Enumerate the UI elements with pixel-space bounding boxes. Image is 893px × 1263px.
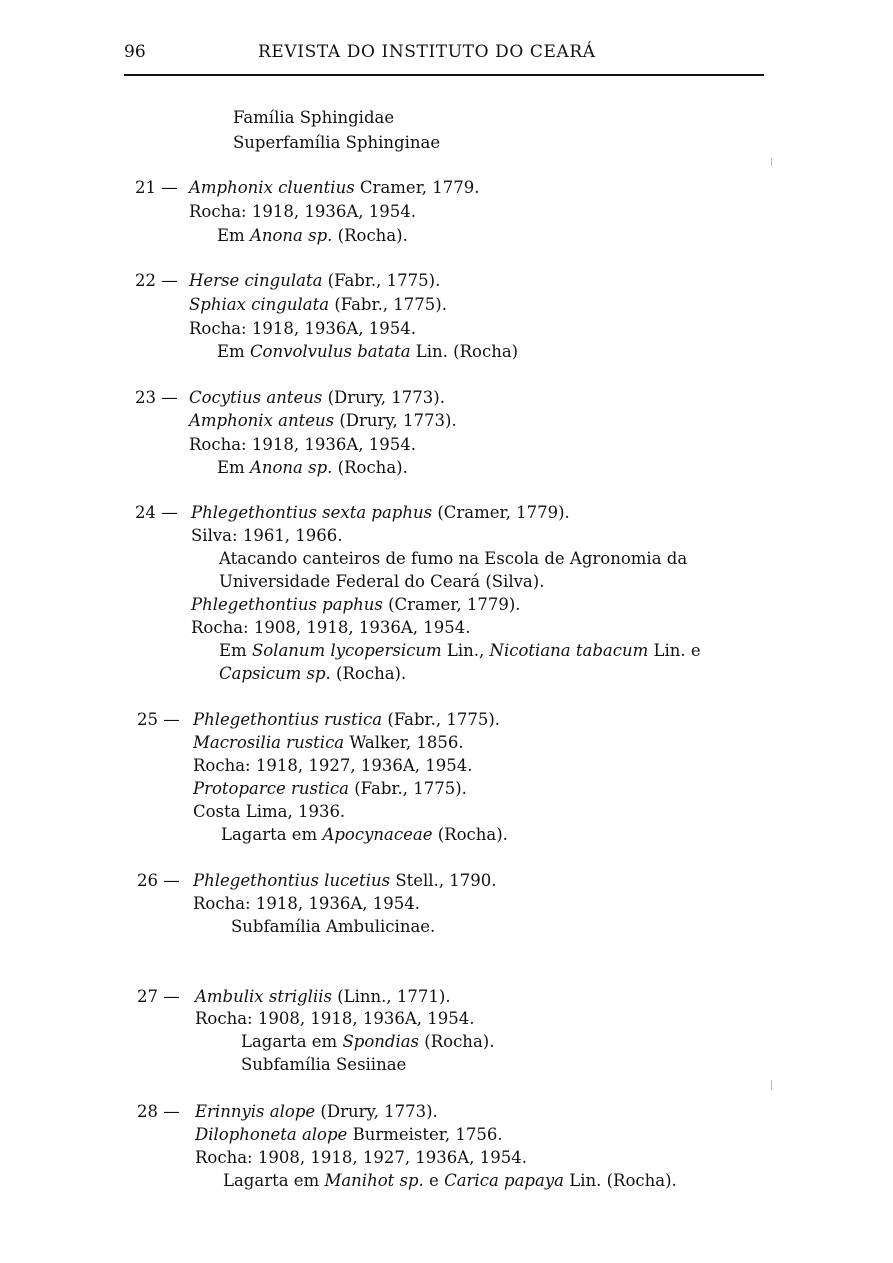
host-name: Solanum lycopersicum [251, 641, 442, 660]
entry-line: Rocha: 1908, 1918, 1927, 1936A, 1954. [195, 1148, 527, 1167]
entry-number: 23 — [135, 388, 178, 407]
species-name: Phlegethontius paphus [191, 595, 383, 614]
entry-line: Universidade Federal do Ceará (Silva). [219, 572, 545, 591]
host-name: Capsicum sp. [219, 664, 331, 683]
entry-line: Costa Lima, 1936. [193, 802, 346, 821]
host-name: Nicotiana tabacum [489, 641, 649, 660]
entry-line: Silva: 1961, 1966. [191, 526, 343, 545]
family-title: Família Sphingidae [233, 108, 395, 127]
entry-line: Erinnyis alope (Drury, 1773). [195, 1102, 438, 1121]
entry-line: Phlegethontius rustica (Fabr., 1775). [193, 710, 501, 729]
entry-line: Em Convolvulus batata Lin. (Rocha) [217, 342, 519, 361]
species-name: Sphiax cingulata [189, 295, 330, 314]
species-name: Ambulix strigliis [195, 987, 332, 1006]
species-name: Herse cingulata [189, 271, 323, 290]
host-name: Manihot sp. [324, 1171, 424, 1190]
subfamily-heading: Subfamília Ambulicinae. [231, 917, 436, 936]
host-name: Convolvulus batata [249, 342, 411, 361]
entry-line: Amphonix cluentius Cramer, 1779. [189, 178, 480, 197]
species-name: Amphonix cluentius [189, 178, 355, 197]
entry-line: Atacando canteiros de fumo na Escola de Agronomia da [219, 549, 688, 568]
entry-line: Rocha: 1908, 1918, 1936A, 1954. [191, 618, 471, 637]
species-name: Phlegethontius sexta paphus [191, 503, 433, 522]
subfamily-heading: Subfamília Sesiinae [241, 1055, 407, 1074]
entry-line: Rocha: 1918, 1936A, 1954. [189, 319, 416, 338]
species-name: Erinnyis alope [195, 1102, 316, 1121]
species-name: Phlegethontius rustica [193, 710, 383, 729]
species-name: Dilophoneta alope [195, 1125, 348, 1144]
host-name: Anona sp. [249, 458, 333, 477]
running-title: REVISTA DO INSTITUTO DO CEARÁ [258, 42, 596, 62]
entry-line: Amphonix anteus (Drury, 1773). [189, 411, 457, 430]
superfamily-title: Superfamília Sphinginae [233, 133, 441, 152]
entry-line: Sphiax cingulata (Fabr., 1775). [189, 295, 447, 314]
entry-line: Rocha: 1918, 1927, 1936A, 1954. [193, 756, 473, 775]
entry-line: Cocytius anteus (Drury, 1773). [189, 388, 445, 407]
entry-line: Em Anona sp. (Rocha). [217, 226, 408, 245]
host-name: Spondias [342, 1032, 420, 1051]
entry-line: Rocha: 1918, 1936A, 1954. [189, 435, 416, 454]
entry-line: Rocha: 1918, 1936A, 1954. [189, 202, 416, 221]
entry-number: 28 — [137, 1102, 180, 1121]
entry-line: Phlegethontius lucetius Stell., 1790. [193, 871, 497, 890]
entry-number: 24 — [135, 503, 178, 522]
species-name: Phlegethontius lucetius [193, 871, 391, 890]
entry-line: Dilophoneta alope Burmeister, 1756. [195, 1125, 503, 1144]
entry-line: Phlegethontius sexta paphus (Cramer, 1779). [191, 503, 570, 522]
entry-line: Capsicum sp. (Rocha). [219, 664, 407, 683]
entry-line: Lagarta em Apocynaceae (Rocha). [221, 825, 508, 844]
host-name: Apocynaceae [322, 825, 433, 844]
host-name: Anona sp. [249, 226, 333, 245]
entry-number: 25 — [137, 710, 180, 729]
entry-line: Phlegethontius paphus (Cramer, 1779). [191, 595, 521, 614]
entry-line: Protoparce rustica (Fabr., 1775). [193, 779, 467, 798]
entry-line: Lagarta em Spondias (Rocha). [241, 1032, 495, 1051]
entry-line: Lagarta em Manihot sp. e Carica papaya Lin. (Rocha). [223, 1171, 677, 1190]
entry-number: 21 — [135, 178, 178, 197]
header-rule [124, 74, 764, 76]
page-number: 96 [124, 42, 146, 62]
entry-line: Ambulix strigliis (Linn., 1771). [195, 987, 451, 1006]
species-name: Macrosilia rustica [193, 733, 345, 752]
species-name: Amphonix anteus [189, 411, 335, 430]
entry-line: Rocha: 1908, 1918, 1936A, 1954. [195, 1009, 475, 1028]
scan-speck [771, 1080, 772, 1090]
entry-number: 26 — [137, 871, 180, 890]
species-name: Protoparce rustica [193, 779, 349, 798]
species-name: Cocytius anteus [189, 388, 323, 407]
entry-number: 22 — [135, 271, 178, 290]
entry-line: Herse cingulata (Fabr., 1775). [189, 271, 441, 290]
entry-line: Rocha: 1918, 1936A, 1954. [193, 894, 420, 913]
entry-line: Macrosilia rustica Walker, 1856. [193, 733, 464, 752]
scan-speck [771, 158, 772, 166]
entry-line: Em Solanum lycopersicum Lin., Nicotiana tabacum Lin. e [219, 641, 701, 660]
host-name: Carica papaya [444, 1171, 564, 1190]
entry-line: Em Anona sp. (Rocha). [217, 458, 408, 477]
running-header [124, 40, 764, 70]
entry-number: 27 — [137, 987, 180, 1006]
